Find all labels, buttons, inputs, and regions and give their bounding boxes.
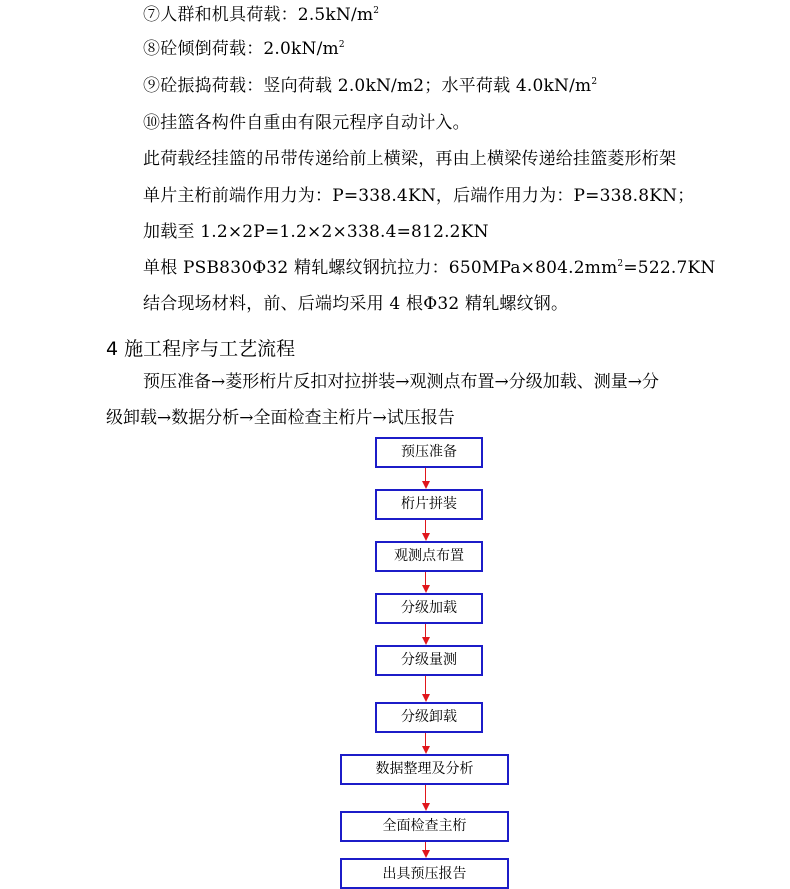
calc-line-5: 结合现场材料，前、后端均采用 4 根Φ32 精轧螺纹钢。 [143,294,569,314]
section-paragraph-line-2: 级卸载→数据分析→全面检查主桁片→试压报告 [106,408,455,428]
load-item-7-sup: 2 [373,6,380,16]
flow-step-4: 分级加载 [375,593,483,624]
flow-step-2: 桁片拼装 [375,489,483,520]
load-item-8-sup: 2 [338,40,345,50]
calc-line-2: 单片主桁前端作用力为：P=338.4KN，后端作用力为：P=338.8KN； [143,186,695,206]
flow-step-1: 预压准备 [375,437,483,468]
load-item-9-text: ⑨砼振捣荷载：竖向荷载 2.0kN/m2；水平荷载 4.0kN/m [143,76,592,96]
flow-arrow-2 [423,520,429,541]
flow-arrow-6 [423,733,429,754]
calc-line-4-a: 单根 PSB830Φ32 精轧螺纹钢抗拉力：650MPa×804.2mm [143,258,618,278]
load-item-10: ⑩挂篮各构件自重由有限元程序自动计入。 [143,113,470,133]
calc-line-1: 此荷载经挂篮的吊带传递给前上横梁，再由上横梁传递给挂篮菱形桁架 [143,149,677,169]
calc-line-4-sup: 2 [617,259,624,269]
flow-arrow-1 [423,468,429,489]
flow-step-5: 分级量测 [375,645,483,676]
flow-arrow-4 [423,624,429,645]
calc-line-4 [143,257,715,279]
flow-step-6: 分级卸载 [375,702,483,733]
load-item-9-sup: 2 [591,77,598,87]
flow-arrow-7 [423,785,429,811]
load-item-8 [143,38,345,60]
load-item-9 [143,75,597,97]
flow-step-8: 全面检查主桁 [340,811,509,842]
calc-line-4-b: =522.7KN [623,258,716,278]
flow-step-3: 观测点布置 [375,541,483,572]
load-item-7-text: ⑦人群和机具荷载：2.5kN/m [143,5,374,25]
load-item-7 [143,4,379,26]
flow-arrow-5 [423,676,429,702]
section-heading: 4 施工程序与工艺流程 [106,338,296,360]
flow-arrow-3 [423,572,429,593]
section-paragraph-line-1: 预压准备→菱形桁片反扣对拉拼装→观测点布置→分级加载、测量→分 [143,372,659,392]
flow-step-7: 数据整理及分析 [340,754,509,785]
calc-line-3: 加载至 1.2×2P=1.2×2×338.4=812.2KN [143,222,489,242]
flow-arrow-8 [423,842,429,858]
load-item-8-text: ⑧砼倾倒荷载：2.0kN/m [143,39,339,59]
flow-step-9: 出具预压报告 [340,858,509,889]
